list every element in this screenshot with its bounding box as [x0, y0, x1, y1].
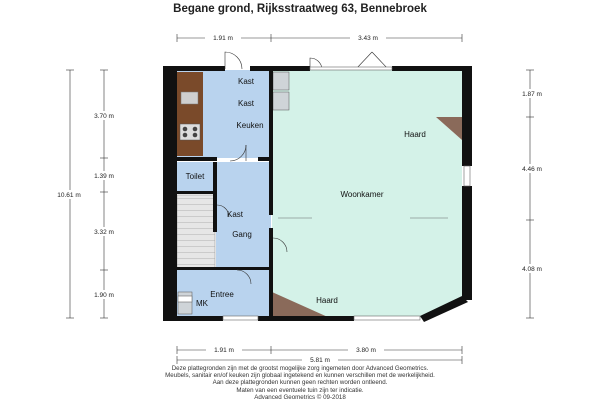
- dim-top-left: 1.91 m: [213, 35, 233, 42]
- room-label-toilet: Toilet: [185, 172, 205, 181]
- room-label-haard-bottom: Haard: [316, 296, 338, 305]
- room-label-entree: Entree: [210, 290, 234, 299]
- mk-box: [178, 292, 192, 314]
- room-label-kast-3: Kast: [226, 210, 244, 219]
- kast-box-middle: [273, 92, 289, 110]
- gang-floor: [216, 162, 271, 268]
- disclaimer-copyright: Advanced Geometrics © 09-2018: [254, 393, 346, 401]
- dim-right-2: 4.46 m: [522, 166, 542, 173]
- sink: [181, 92, 198, 104]
- room-label-kast-1: Kast: [237, 77, 255, 86]
- dim-left-2: 1.39 m: [94, 173, 114, 180]
- disclaimer-line: Maten van een eventuele tuin zijn ter indicatie.: [236, 386, 364, 394]
- room-label-woonkamer: Woonkamer: [340, 190, 384, 199]
- staircase: [177, 195, 215, 268]
- dim-left-1: 3.70 m: [94, 113, 114, 120]
- dim-bottom-total: 5.81 m: [310, 357, 330, 364]
- kitchen-counter: [177, 72, 203, 156]
- dim-right-1: 1.87 m: [522, 91, 542, 98]
- room-label-mk: MK: [196, 299, 208, 308]
- cooktop: [180, 124, 200, 140]
- disclaimer-line: Meubels, sanitair en/of keuken zijn globaal ingetekend en kunnen verschillen met de werkelijkheid.: [165, 372, 435, 380]
- dim-bottom-right: 3.80 m: [356, 347, 376, 354]
- dim-right-3: 4.08 m: [522, 266, 542, 273]
- disclaimer-line: Aan deze plattegronden kunnen geen rechten worden ontleend.: [212, 379, 388, 387]
- room-label-keuken: Keuken: [236, 121, 264, 130]
- dim-left-3: 3.32 m: [94, 229, 114, 236]
- dim-bottom-left: 1.91 m: [214, 347, 234, 354]
- room-label-haard-top: Haard: [404, 130, 426, 139]
- room-label-kast-2: Kast: [237, 99, 255, 108]
- kast-box-top: [273, 72, 289, 90]
- room-label-gang: Gang: [232, 230, 252, 239]
- disclaimer: [0, 365, 600, 401]
- dim-left-total: 10.61 m: [57, 192, 81, 199]
- disclaimer-line: Deze plattegronden zijn met de grootst mogelijke zorg ingemeten door Advanced Geometrics.: [171, 365, 429, 372]
- dim-top-right: 3.43 m: [358, 35, 378, 42]
- dim-left-4: 1.90 m: [94, 292, 114, 299]
- plan-title: Begane grond, Rijksstraatweg 63, Bennebroek: [173, 3, 427, 15]
